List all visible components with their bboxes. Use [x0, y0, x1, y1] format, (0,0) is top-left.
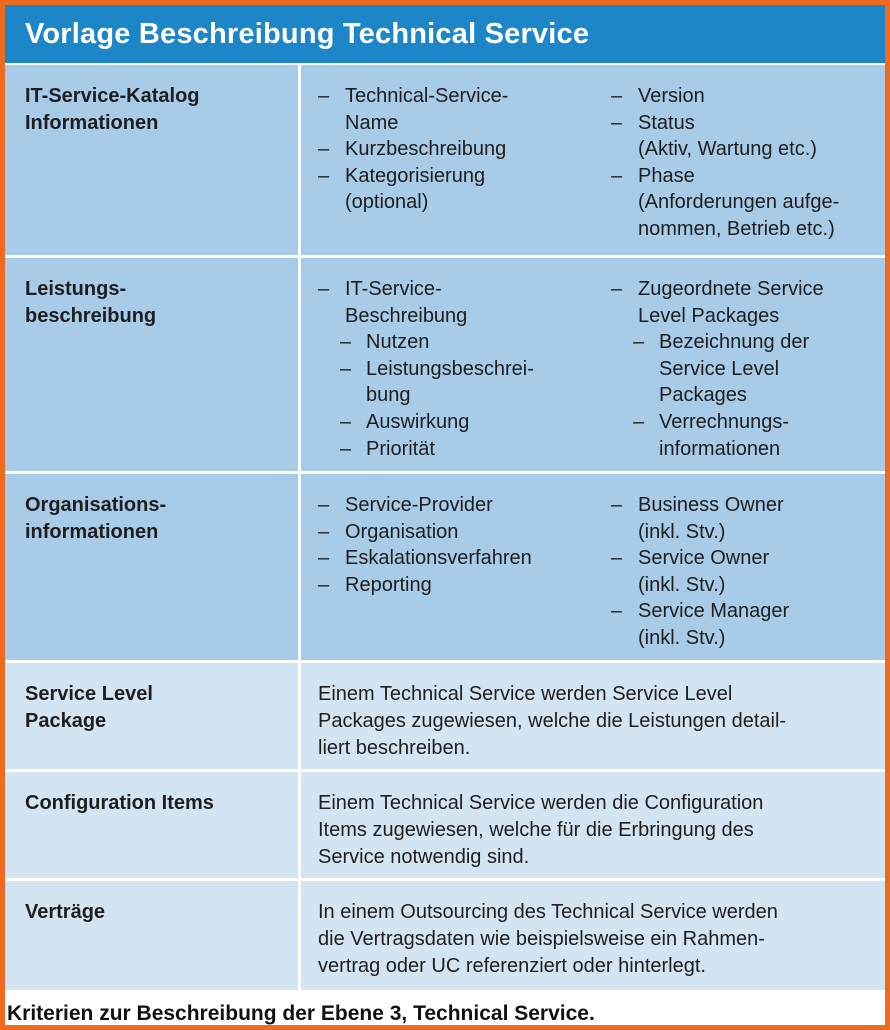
list-item: – Kategorisierung [318, 163, 598, 190]
column-divider [298, 65, 301, 255]
list-item-continuation: (inkl. Stv.) [638, 626, 726, 649]
list-column-left [318, 83, 598, 216]
list-column-left [318, 492, 598, 598]
row-header-organisation [5, 474, 298, 660]
sub-list-item: – Priorität [318, 436, 598, 463]
list-item-continuation: (optional) [345, 191, 429, 214]
row-header-line: Organisations- [25, 494, 167, 516]
table-row-katalog [5, 65, 885, 255]
list-item-continuation: Level Packages [638, 304, 780, 327]
list-item-continuation: (inkl. Stv.) [638, 520, 726, 543]
list-item: – Organisation [318, 519, 598, 546]
column-divider [298, 772, 301, 878]
column-divider [298, 881, 301, 990]
text-line: die Vertragsdaten wie beispielsweise ein Rahmen- [318, 928, 765, 950]
list-item-continuation: Name [345, 111, 399, 134]
sub-list-item: – Bezeichnung der [611, 329, 881, 356]
row-header-line: beschreibung [25, 305, 157, 327]
sub-list-continuation: bung [366, 384, 411, 407]
list-item: – Service Manager [611, 598, 881, 625]
text-line: Einem Technical Service werden die Configuration [318, 792, 764, 814]
list-item: – Reporting [318, 572, 598, 599]
list-item: – Zugeordnete Service [611, 276, 881, 303]
sub-list-item: – Leistungsbeschrei- [318, 356, 598, 383]
table-row-vertraege [5, 881, 885, 990]
table-row-configuration-items [5, 772, 885, 878]
row-header-line: Package [25, 710, 107, 732]
text-line: vertrag oder UC referenziert oder hinterlegt. [318, 955, 706, 977]
list-item-continuation: nommen, Betrieb etc.) [638, 217, 835, 240]
sub-list-continuation: Packages [659, 384, 747, 407]
list-item-continuation: (Anforderungen aufge- [638, 191, 840, 214]
row-header-katalog [5, 65, 298, 255]
text-line: In einem Outsourcing des Technical Service werden [318, 901, 778, 923]
figure-caption: Kriterien zur Beschreibung der Ebene 3, Technical Service. [7, 1002, 595, 1025]
column-divider [298, 663, 301, 769]
list-item: – Kurzbeschreibung [318, 136, 598, 163]
row-header-line: informationen [25, 521, 159, 543]
sub-list-item: – Nutzen [318, 329, 598, 356]
row-header-line: Informationen [25, 112, 159, 134]
text-line: Service notwendig sind. [318, 846, 530, 868]
table-row-leistungsbeschreibung [5, 258, 885, 471]
list-item-continuation: (inkl. Stv.) [638, 573, 726, 596]
description-text [318, 681, 873, 762]
list-item-continuation: (Aktiv, Wartung etc.) [638, 138, 817, 161]
row-header-configuration-items [5, 772, 298, 878]
text-line: liert beschreiben. [318, 737, 471, 759]
list-column-right [611, 492, 881, 652]
row-header-line: IT-Service-Katalog [25, 85, 200, 107]
list-column-right [611, 83, 881, 243]
table-row-service-level-package [5, 663, 885, 769]
sub-list-continuation: Service Level [659, 357, 780, 380]
list-item-continuation: Beschreibung [345, 304, 468, 327]
list-column-right [611, 276, 881, 462]
list-item: – IT-Service- [318, 276, 598, 303]
list-item: – Business Owner [611, 492, 881, 519]
text-line: Items zugewiesen, welche für die Erbringung des [318, 819, 754, 841]
row-header-leistungsbeschreibung [5, 258, 298, 471]
sub-list-continuation: informationen [659, 437, 781, 460]
sub-list-item: – Verrechnungs- [611, 409, 881, 436]
row-header-line: Configuration Items [25, 792, 214, 814]
description-text [318, 790, 873, 871]
list-item: – Service Owner [611, 545, 881, 572]
column-divider [298, 258, 301, 471]
row-header-line: Leistungs- [25, 278, 127, 300]
text-line: Packages zugewiesen, welche die Leistungen detail- [318, 710, 787, 732]
row-header-line: Verträge [25, 901, 106, 923]
row-header-line: Service Level [25, 683, 153, 705]
sub-list-item: – Auswirkung [318, 409, 598, 436]
row-header-service-level-package [5, 663, 298, 769]
table-row-organisation [5, 474, 885, 660]
list-item: – Phase [611, 163, 881, 190]
list-item: – Status [611, 110, 881, 137]
list-item: – Technical-Service- [318, 83, 598, 110]
list-item: – Service-Provider [318, 492, 598, 519]
table-title: Vorlage Beschreibung Technical Service [5, 5, 885, 63]
list-item: – Version [611, 83, 881, 110]
column-divider [298, 474, 301, 660]
row-header-vertraege [5, 881, 298, 990]
text-line: Einem Technical Service werden Service Level [318, 683, 733, 705]
description-text [318, 899, 873, 980]
list-column-left [318, 276, 598, 462]
list-item: – Eskalationsverfahren [318, 545, 598, 572]
